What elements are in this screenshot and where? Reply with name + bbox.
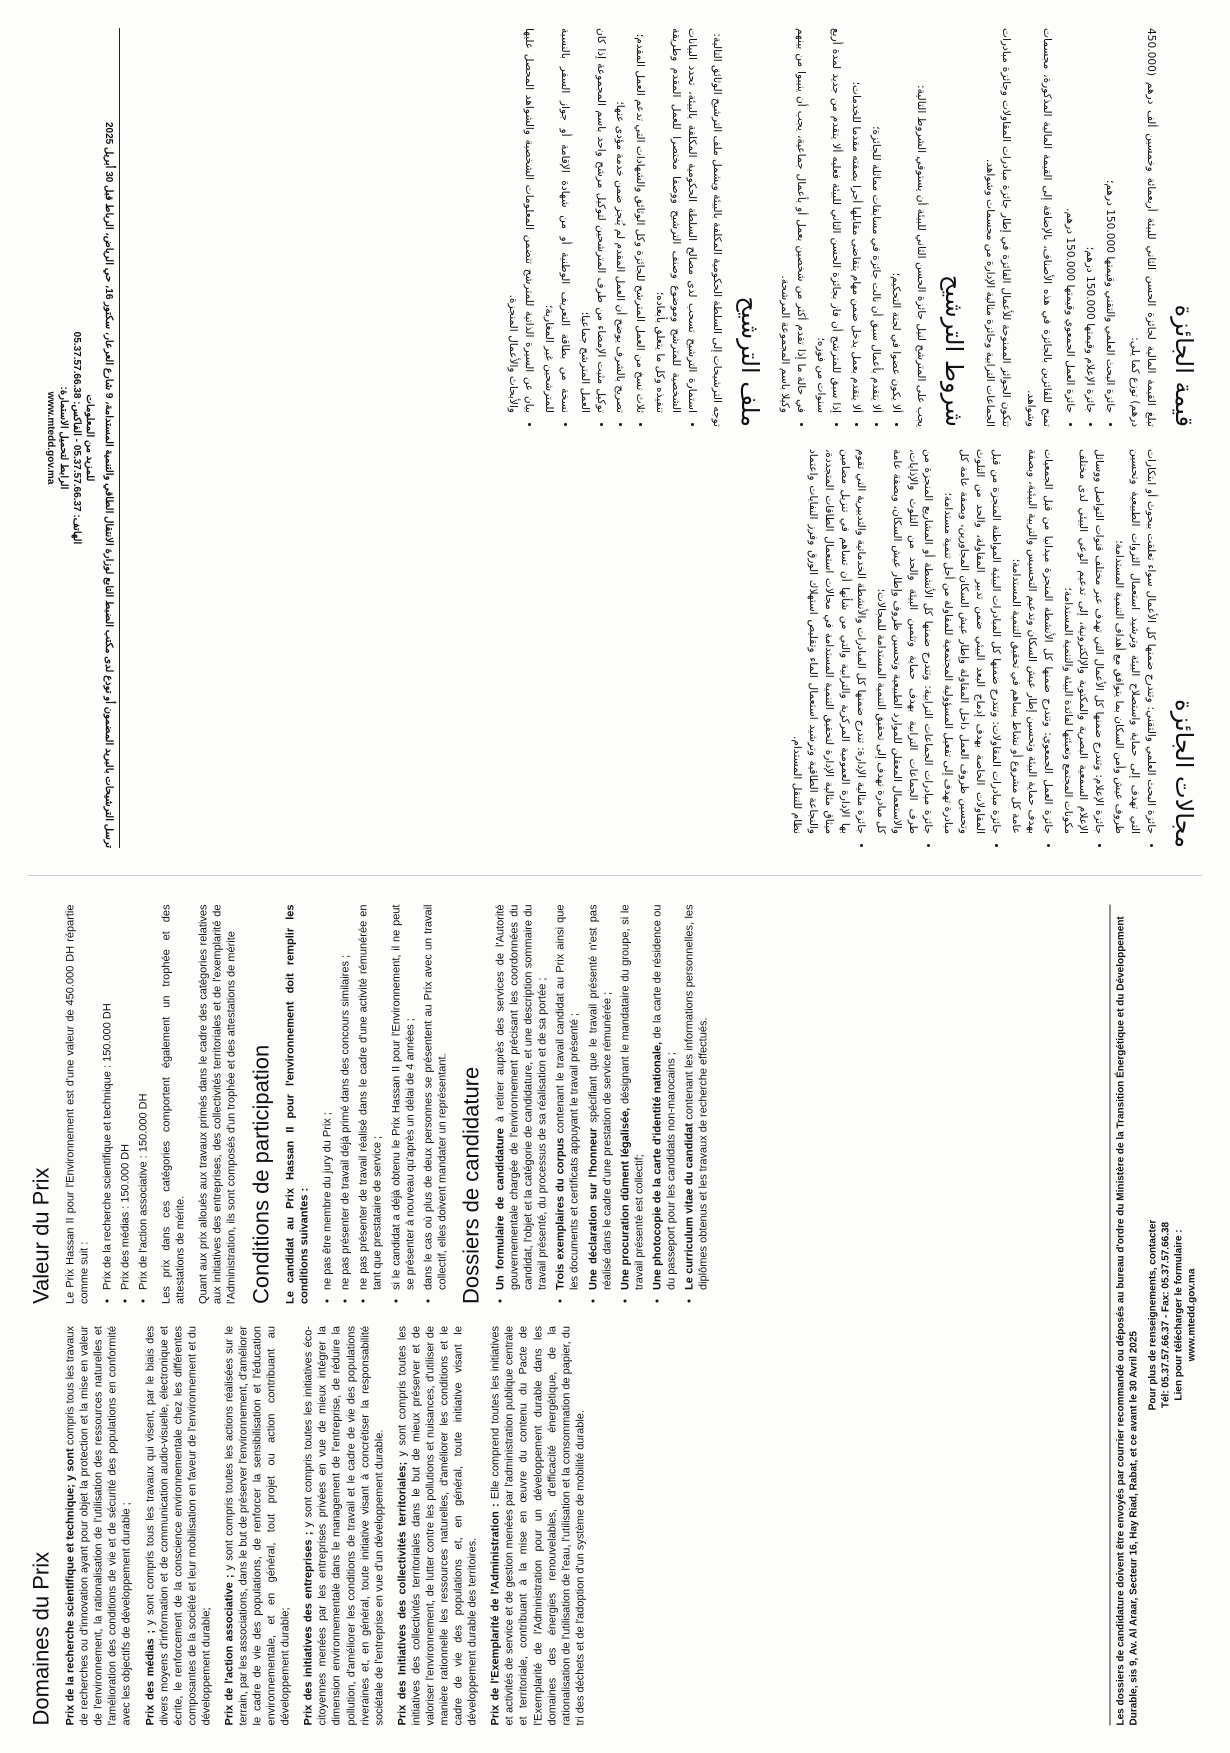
domaine-text: y sont compris toutes les initiatives éco-citoyennes menées par les entreprises privées en vue de mieux intégrer la dimension environnementale dans le management de l'entreprise, de réduire la pollution, d'améliorer les conditions de travail et le cadre de vie des populations riveraines et, en général, toute initiative visant à concrétiser la responsabilité sociétale de l'entreprise en vue d'un développement durable. <box>302 1326 386 1726</box>
dossier-lead: Une déclaration sur l'honneur <box>587 1127 599 1290</box>
ar-qima-intro: تبلغ القيمة المالية لجائزة الحسن الثاني للبيئة أربعمائة وخمسين ألف درهم (450.000 درهم) توزع كما يلي: <box>1129 28 1157 427</box>
domaine-item <box>489 1326 588 1726</box>
list-item: • ne pas être membre du jury du Prix ; <box>321 905 335 1291</box>
dossier-lead: Un formulaire de candidature <box>494 1128 507 1290</box>
ar-contact-line: للمزيد من المعلومات <box>84 394 95 482</box>
fr-contact-line: Pour plus de renseignements, contacter <box>1147 1219 1159 1411</box>
domaine-text: y sont compris toutes les initiatives des collectivités territoriales dans le but de mieux préserver et de valoriser l'environnement, de lutter contre les pollutions et nuisances, d'utiliser de manière rationnelle les ressources naturelles, d'améliorer les conditions et le cadre de vie des populations et, en général, toute initiative visant le développement durable des territoires. <box>396 1326 479 1726</box>
list-item <box>554 905 582 1291</box>
dossier-lead: Une procuration dûment légalisée, <box>619 1107 632 1290</box>
arabic-section <box>0 0 1230 876</box>
domaine-lead: Prix de la recherche scientifique et technique; y sont <box>64 1448 77 1726</box>
list-item: • جائزة البحث العلمي والتقني: وتندرج ضمنها كل الأعمال سواء تعلقت ببحوث أو ابتكارات التي تهدف إلى حماية واستصلاح البيئة وترشيد استعمال الثروات الطبيعية وتحسين ظروف عيش وأمن السكان بما يتوافق مع أهداف التنمية المستدامة؛ <box>1110 449 1158 834</box>
list-item: • في حالة ما إذا تقدم أكثر من شخصين بعمل أو بأعمال جماعية، يجب أن ينيبوا من بينهم وكيلا باسم المجموعة المرشحة. <box>776 28 808 413</box>
domaine-lead: Prix des Initiatives des collectivités territoriales; <box>396 1461 409 1726</box>
fr-column-2 <box>28 905 1088 1305</box>
arabic-panel <box>0 0 1230 876</box>
dossier-text: à retirer auprès des services de l'Autorité gouvernementale chargée de l'environnement précisant les coordonnées du candidat, l'objet et la catégorie de candidature, et une description sommaire du travail présenté, du processus de sa réalisation et de sa portée ; <box>494 904 549 1290</box>
list-item: • si le candidat a déjà obtenu le Prix Hassan II pour l'Environnement, il ne peut se présenter à nouveau qu'après un délai de 4 années ; <box>389 905 417 1291</box>
list-item: • جائزة الإعلام: وتندرج ضمنها كل الأعمال التي تهدف عبر مختلف قنوات التواصل ووسائل الإعلام السمعية البصرية والمكتوبة والإلكترونية، إلى تدعيم الوعي البيئي لدى مختلف مكونات المجتمع وتعبئتها لفائدة البيئة والتنمية المستدامة؛ <box>1059 449 1107 834</box>
fr-footer-note: Les dossiers de candidature doivent être envoyés par courrier recommandé ou déposés au bureau d'ordre du Ministère de la Transition Énergétique et du Développement Durable, sis 9, Av. Al Araar, Secteur 16, Hay Riad, Rabat, et ce avant le 30 Avril 2025 <box>1110 905 1141 1726</box>
dossier-text: de la carte de résidence ou du passeport pour les candidats non-marocains ; <box>651 904 678 1290</box>
list-item: • جائزة مبادرات المقاولات: وتندرج ضمنها كل المبادرات البيئية المواطنة المنجزة من قبل المقاولات الخاصة بهدف إدماج البعد البيئي ضمن تدبير المقاولة، والحد من التلوث وتحسين ظروف العمل داخل المقاولة وإطار عيش السكان المجاورين، وبصفة عامة كل مبادرة تهدف إلى تفعيل المسؤولية المجتمعية للمقاولة من أجل تنمية مستدامة؛ <box>939 449 1003 834</box>
fr-valeur-p2: Quant aux prix alloués aux travaux primés dans le cadre des catégories relatives aux initiatives des entreprises, des collectivités territoriales et de l'exemplarité de l'Administration, ils sont composés d'un trophée et des attestations de mérite <box>197 904 238 1304</box>
domaine-text: compris tous les travaux de recherches ou d'innovation ayant pour objet la protection et la mise en valeur de l'environnement, la rationalisation de l'utilisation des ressources naturelles et l'amélioration des conditions de vie et de sécurité des populations en conformité avec les objectifs de développement durable ; <box>64 1326 133 1726</box>
domaine-lead: Prix des médias ; <box>144 1629 157 1726</box>
fr-conditions-intro <box>284 905 312 1305</box>
domaine-lead: Prix des initiatives des entreprises ; <box>302 1531 315 1726</box>
ar-malaf-title: ملف الترشيح <box>735 296 764 427</box>
ar-malaf-intro: توجه الترشيحات إلى السلطة الحكومية المكلفة بالبيئة ويشمل ملف الترشيح الوثائق التالية: <box>710 33 723 427</box>
ar-shurut-list <box>776 28 903 427</box>
list-item: • جائزة مبادرات الجماعات الترابية: وتندرج ضمنها كل الأنشطة أو المشاريع المنجزة من طرف الجماعات الترابية بهدف حماية وتثمين البيئة والحد من التلوث والإذايات، والاستعمال المعقلن للموارد الطبيعية وتحسين ظروف وإطار عيش السكان، وبصفة عامة كل مبادرة تهدف إلى تحقيق التنمية المستدامة للمجالات؛ <box>872 449 936 834</box>
list-item: • جائزة الإعلام وقيمتها 150.000 درهم؛ <box>1081 28 1097 413</box>
domaine-item <box>64 1326 134 1726</box>
domaine-item <box>395 1326 479 1726</box>
list-item: • ألا يتقدم بعمل يدخل ضمن مهام يتقاضى مقابلها أجرا بصفته مقدما للخدمات؛ <box>847 28 863 413</box>
ar-column-2 <box>142 28 1202 427</box>
ar-malaf-list <box>504 28 699 427</box>
domaine-item <box>302 1326 386 1726</box>
ar-contact-block <box>44 28 96 848</box>
dossier-lead: Le curriculum vitae du candidat <box>683 1123 696 1290</box>
ar-shurut-intro: يجب على المترشح لنيل جائزة الحسن الثاني للبيئة أن يستوفي الشروط التالية: <box>914 85 927 427</box>
ar-qima-p2: تتكون الجوائز الممنوحة للأعمال الفائزة في إطار جائزة مبادرات المقاولات وجائزة مبادرات الجماعات الترابية وجائزة مثالية الإدارة من مجسمات وشواهد. <box>983 28 1012 427</box>
domaine-text: y sont compris toutes les actions réalisées sur le terrain, par les associations, dans le but de préserver l'environnement, d'améliorer le cadre de vie des populations, de renforcer la sensibilisation et l'éducation environnementale, et en général, tout projet ou action contribuant au développement durable; <box>223 1326 292 1726</box>
fr-conditions-intro-text: Le candidat au Prix Hassan II pour l'environnement doit remplir les conditions suivantes : <box>284 904 311 1304</box>
dossier-text: contenant le travail candidat au Prix ainsi que les documents et certificats appuyant le travail présenté ; <box>554 904 581 1290</box>
fr-conditions-list <box>321 905 450 1305</box>
domaine-lead: Prix de l'action associative ; <box>223 1574 236 1726</box>
french-panel <box>0 877 1230 1753</box>
list-item: • ثلاث نسخ من العمل المترشح للجائزة وكل الوثائق والشهادات التي تدعم العمل المقدم؛ <box>631 28 647 413</box>
domaine-lead: Prix de l'Exemplarité de l'Administration : <box>489 1503 502 1726</box>
list-item: • ألا يكون عضوا في لجنة التحكيم؛ <box>887 28 903 413</box>
ar-column-1 <box>142 449 1202 848</box>
list-item: • جائزة العمل الجمعوي: وتندرج ضمنها كل الأنشطة المنجزة ميدانيا من قبل الجمعيات بهدف حماية البيئة وتحسين إطار عيش السكان وتدعيم التحسيس والتربية البيئية، وبصفة عامة كل مشروع أو نشاط يساهم في تحقيق التنمية المستدامة؛ <box>1007 449 1055 834</box>
list-item: • dans le cas où plus de deux personnes se présentent au Prix avec un travail collectif, elles doivent mandater un représentant. <box>421 905 449 1291</box>
fr-column-1 <box>28 1326 1088 1726</box>
domaine-text: Elle comprend toutes les initiatives et activités de service et de gestion menées par l'administration publique centrale et territoriale, contribuant à la mise en œuvre du contenu du Pacte de l'Exemplarité de l'Administration pour un développement durable dans les domaines des énergies renouvelables, d'efficacité énergétique, de la rationalisation de l'utilisation de l'eau, l'utilisation et la consommation de papier, du tri des déchets et de l'adoption d'un système de mobilité durable. <box>489 1326 587 1726</box>
ar-qima-p1: تمنح للفائزين بالجائزة في هذه الأصناف، بالإضافة إلى القيمة المالية المذكورة، مجسمات وشواهد. <box>1024 28 1053 427</box>
list-item: • ne pas présenter de travail déjà primé dans des concours similaires ; <box>339 905 353 1291</box>
list-item: • Prix de la recherche scientifique et technique : 150.000 DH <box>101 905 115 1291</box>
domaine-text: y sont compris tous les travaux qui visent, par le biais des divers moyens d'information et de communication audio-visuelle, électronique et écrite, le renforcement de la conscience environnementale chez les différentes composantes de la société et leur mobilisation en faveur de l'environnement et du développement durable; <box>144 1326 213 1726</box>
fr-contact-phone: Tél: 05.37.57.66.37 - Fax: 05.37.57.66.38 <box>1160 1221 1172 1409</box>
ar-majalat-list <box>788 449 1158 848</box>
fr-valeur-title: Valeur du Prix <box>28 1167 54 1304</box>
ar-majalat-title: مجالات الجائزة <box>1170 699 1198 848</box>
fr-valeur-intro: Le Prix Hassan II pour l'Environnement est d'une valeur de 450.000 DH répartie comme suit : <box>64 904 91 1304</box>
ar-contact-form-label: الرابط لتحميل الاستمارة: <box>58 386 69 490</box>
ar-contact-phone: الهاتف: 05.37.57.66.37 - الفاكس: 05.37.57.66.38 <box>71 331 82 545</box>
fr-contact-url[interactable]: www.mtedd.gov.ma <box>1186 1268 1198 1362</box>
list-item: • توكيل مثبت الإمضاء من طرف المترشحين لتوكيل مرشح واحد باسم المجموعة إذا كان العمل المترشح جماعيا؛ <box>576 28 608 413</box>
list-item <box>494 905 550 1291</box>
list-item: • Prix de l'action associative : 150.000 DH <box>137 905 151 1291</box>
list-item <box>618 905 646 1291</box>
list-item: • تصريح بالشرف يوضح أن العمل المقدم لم يُنجز ضمن خدمة مؤدى عنها؛ <box>612 28 628 413</box>
list-item: • جائزة البحث العلمي والتقني وقيمتها 150.000 درهم؛ <box>1101 28 1117 413</box>
fr-footer <box>1110 905 1199 1726</box>
list-item: • إذا سبق للمترشح أن فاز بجائزة الحسن الثاني للبيئة فعليه ألا يتقدم من جديد لمدة أربع سنوات من فوزه؛ <box>812 28 844 413</box>
dossier-lead: Trois exemplaires du corpus <box>554 1137 567 1290</box>
fr-valeur-list <box>101 905 151 1305</box>
french-section <box>0 876 1230 1753</box>
fr-contact-block <box>1147 905 1199 1726</box>
list-item: • نسخة من بطاقة التعريف الوطنية أو من شهادة الإقامة أو جواز السفر بالنسبة للمترشحين غير المغاربة؛ <box>540 28 572 413</box>
list-item: • Prix des médias : 150.000 DH <box>119 905 133 1291</box>
list-item: • ne pas présenter de travail réalisé dans le cadre d'une activité rémunérée en tant que prestataire de service ; <box>357 905 385 1291</box>
dossier-text: désignant le mandataire du groupe, si le travail présenté est collectif; <box>619 904 646 1290</box>
ar-shurut-title: شروط الترشيح <box>939 274 968 427</box>
list-item: • جائزة العمل الجمعوي وقيمتها 150.000 درهم. <box>1062 28 1078 413</box>
list-item: • استمارة الترشيح تسحب لدى مصالح السلطة الحكومية المكلفة بالبيئة، تحدد البيانات الشخصية للمترشح وموضوع وصنف الترشيح ووصفا مختصرا للعمل المقدم وطريقة تنفيذه وكل ما يتعلق بأبعاده؛ <box>651 28 699 413</box>
ar-footer-note: ترسل الترشيحات بالبريد المضمون أو تودع لدى مكتب الضبط التابع لوزارة الانتقال الطاقي والتنمية المستدامة، 9 شارع العرعار، سكتور 16، حي الرياض، الرباط قبل 30 أبريل 2025 <box>102 28 120 848</box>
dossier-text: spécifiant que le travail présenté n'est pas réalisé dans le cadre d'une prestation de service rémunérée ; <box>587 904 614 1290</box>
fr-domaines-title: Domaines du Prix <box>28 1551 54 1726</box>
fr-conditions-title: Conditions de participation <box>248 1044 274 1304</box>
dossier-lead: Une photocopie de la carte d'identité nationale, <box>651 1041 664 1290</box>
fr-dossiers-list <box>494 905 711 1305</box>
list-item: • جائزة مثالية الإدارة: تندرج ضمنها كل المبادرات والأنشطة الخدماتية والتدبيرية التي تقوم بها الإدارة العمومية المركزية والترابية والتي من شأنها أن تساهم في تنزيل مضامين ميثاق مثالية الإدارة لتحقيق التنمية المستدامة في مجالات استعمال الطاقات المتجددة، والنجاعة الطاقية وترشيد استعمال الماء وتقليص استهلاك الورق وفرز النفايات واعتماد نظام للتنقل المستدام. <box>788 449 867 834</box>
list-item: • ألا يتقدم بأعمال سبق أن نالت جائزة في مسابقات مماثلة للجائزة؛ <box>867 28 883 413</box>
list-item: • بيان عن السيرة الذاتية للمترشح تتضمن المعلومات الشخصية والشواهد المحصل عليها والأبحاث والأعمال المنجزة. <box>504 28 536 413</box>
list-item <box>650 905 678 1291</box>
fr-dossiers-title: Dossiers de candidature <box>458 1066 484 1304</box>
domaine-item <box>143 1326 213 1726</box>
ar-qima-list <box>1062 28 1118 427</box>
dossier-text: contenant les informations personnelles, les diplômes obtenus et les travaux de recherche effectués. <box>683 904 710 1290</box>
list-item <box>586 905 614 1291</box>
list-item <box>682 905 710 1291</box>
domaine-item <box>222 1326 292 1726</box>
ar-footer <box>44 28 120 848</box>
fr-valeur-p1: Les prix dans ces catégories comportent également un trophée et des attestations de mérite. <box>160 904 187 1304</box>
ar-qima-title: قيمة الجائزة <box>1170 304 1198 427</box>
fr-contact-form-label: Lien pour télécharger le formulaire : <box>1173 1229 1185 1401</box>
ar-contact-url[interactable]: www.mtedd.gov.ma <box>45 391 56 485</box>
